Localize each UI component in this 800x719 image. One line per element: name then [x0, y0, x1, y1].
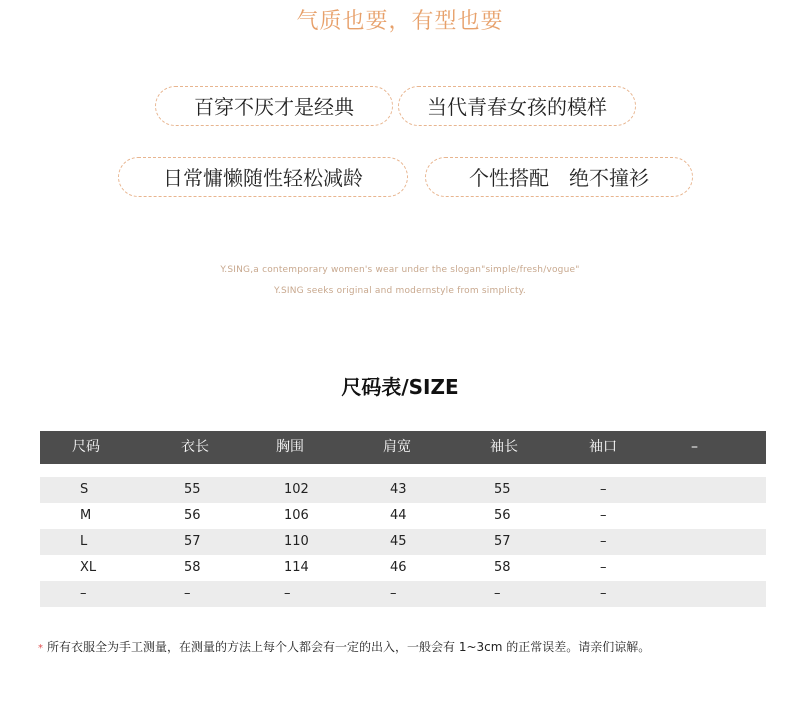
cell-size: S [80, 482, 89, 497]
cell-shoulder: 45 [390, 534, 407, 549]
size-chart-title: 尺码表/SIZE [341, 375, 459, 399]
cell-cuff: – [600, 586, 607, 601]
cell-size: – [80, 586, 87, 601]
cell-sleeve-length: – [494, 586, 501, 601]
cell-bust: 110 [284, 534, 309, 549]
feature-pill-casual: 日常慵懒随性轻松减龄 [118, 157, 408, 197]
cell-shoulder: 43 [390, 482, 407, 497]
cell-bust: 114 [284, 560, 309, 575]
cell-cuff: – [600, 482, 607, 497]
header-shoulder: 肩宽 [383, 439, 411, 455]
brand-slogan-line-1: Y.SING,a contemporary women's wear under the slogan"simple/fresh/vogue" [220, 265, 580, 275]
cell-shoulder: 44 [390, 508, 407, 523]
cell-size: M [80, 508, 92, 523]
feature-pill-youth: 当代青春女孩的模样 [398, 86, 636, 126]
brand-slogan-line-2: Y.SING seeks original and modernstyle from simplicty. [274, 286, 526, 296]
feature-pill-classic: 百穿不厌才是经典 [155, 86, 393, 126]
cell-cuff: – [600, 534, 607, 549]
cell-length: – [184, 586, 191, 601]
cell-length: 58 [184, 560, 201, 575]
cell-sleeve-length: 58 [494, 560, 511, 575]
cell-length: 57 [184, 534, 201, 549]
size-table-header [40, 431, 766, 464]
cell-size: XL [80, 560, 97, 575]
note-star: * [38, 643, 43, 654]
cell-sleeve-length: 55 [494, 482, 511, 497]
header-bust: 胸围 [276, 439, 304, 455]
headline: 气质也要，有型也要 [296, 9, 504, 34]
table-row [40, 503, 766, 529]
cell-shoulder: – [390, 586, 397, 601]
cell-sleeve-length: 56 [494, 508, 511, 523]
header-sleeve-length: 袖长 [490, 439, 518, 455]
cell-cuff: – [600, 508, 607, 523]
table-row [40, 477, 766, 503]
measurement-note [38, 638, 778, 655]
header-cuff: 袖口 [589, 439, 617, 455]
cell-cuff: – [600, 560, 607, 575]
table-row [40, 529, 766, 555]
header-size: 尺码 [72, 439, 100, 455]
header-extra: – [691, 439, 698, 455]
cell-shoulder: 46 [390, 560, 407, 575]
cell-bust: 102 [284, 482, 309, 497]
header-length: 衣长 [181, 439, 209, 455]
cell-length: 56 [184, 508, 201, 523]
cell-bust: – [284, 586, 291, 601]
size-table [40, 431, 766, 607]
table-row [40, 581, 766, 607]
cell-length: 55 [184, 482, 201, 497]
cell-size: L [80, 534, 88, 549]
cell-sleeve-length: 57 [494, 534, 511, 549]
note-text: 所有衣服全为手工测量，在测量的方法上每个人都会有一定的出入，一般会有 1~3cm 的正常误差。请亲们谅解。 [47, 640, 651, 654]
cell-bust: 106 [284, 508, 309, 523]
feature-pill-unique: 个性搭配 绝不撞衫 [425, 157, 693, 197]
table-row [40, 555, 766, 581]
